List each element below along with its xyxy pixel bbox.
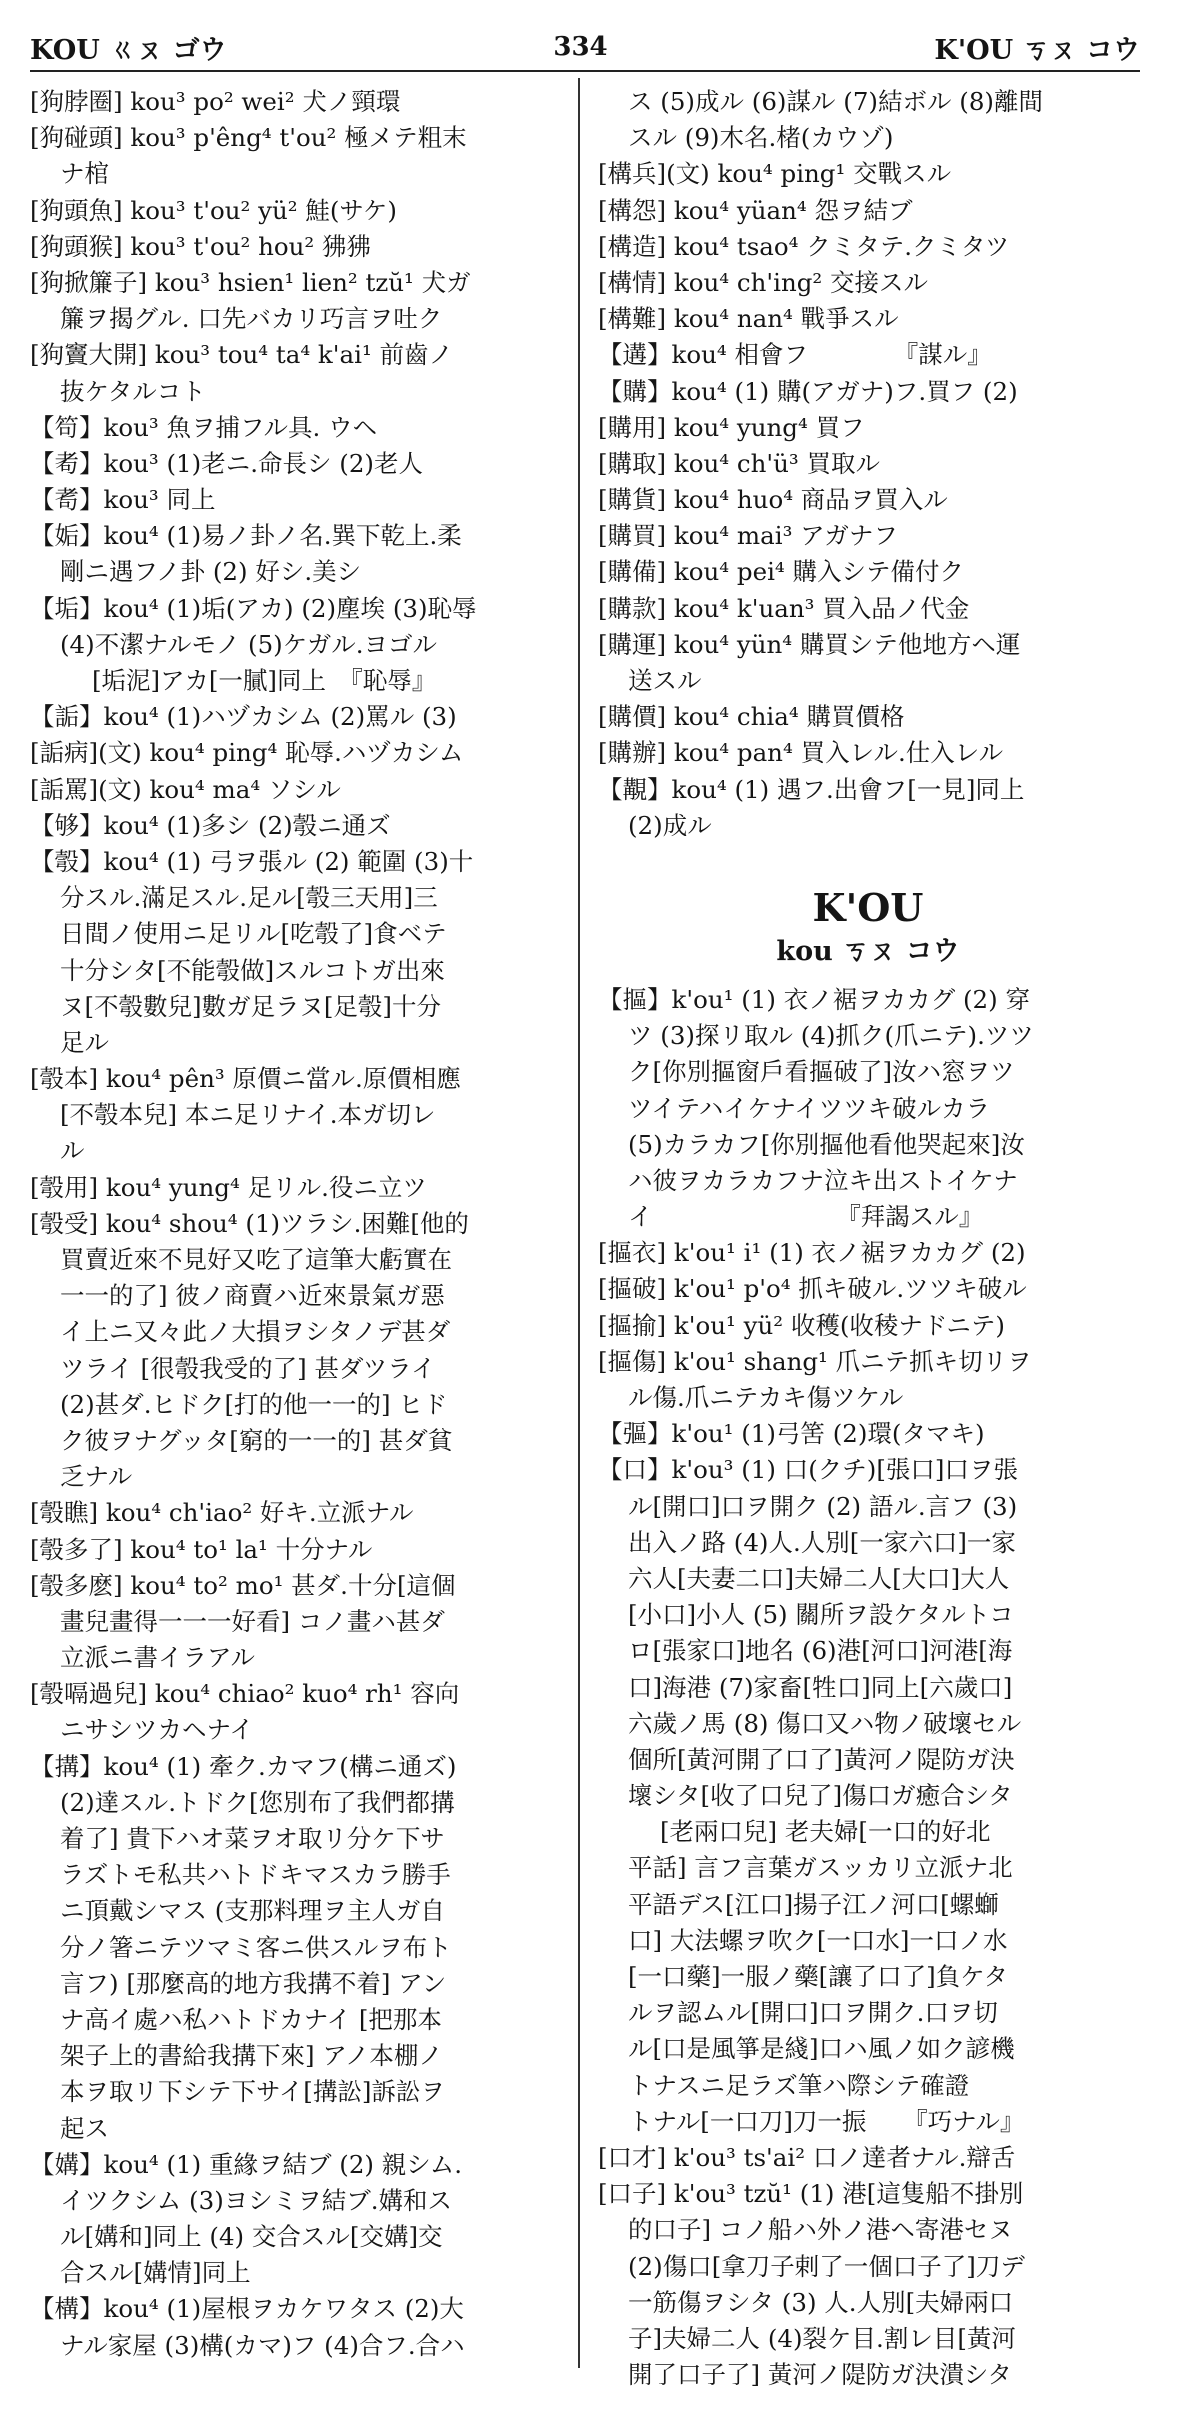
entry-line: [彀多了] kou⁴ to¹ la¹ 十分ナル <box>30 1534 373 1564</box>
entry-line: 【遘】kou⁴ 相會フ 『謀ル』 <box>598 340 992 370</box>
entry-line: ツライ [很彀我受的了] 甚ダツライ <box>60 1353 436 1383</box>
entry-line: [彀本] kou⁴ pên³ 原價ニ當ル.原價相應 <box>30 1064 461 1094</box>
entry-line: 立派ニ書イラアル <box>60 1643 256 1673</box>
entry-line: 壞シタ[收了口兒了]傷口ガ癒合シタ <box>628 1781 1013 1811</box>
entry-line: (2)甚ダ.ヒドク[打的他一一的] ヒド <box>60 1389 448 1419</box>
entry-line: ナ棺 <box>60 159 109 189</box>
right-column-entries <box>598 84 1138 844</box>
entry-line: スル (9)木名.楮(カウゾ) <box>628 123 894 153</box>
entry-line: 【垢】kou⁴ (1)垢(アカ) (2)塵埃 (3)恥辱 <box>30 593 477 623</box>
entry-line: ル[口是風箏是綫]口ハ風ノ如ク諺機 <box>628 2034 1015 2064</box>
entry-line: 子]夫婦二人 (4)裂ケ目.割レ目[黃河 <box>628 2323 1016 2353</box>
right-column <box>598 84 1138 2393</box>
entry-line: [狗碰頭] kou³ p'êng⁴ t'ou² 極メテ粗末 <box>30 123 467 153</box>
entry-line: [不彀本兒] 本ニ足リナイ.本ガ切レ <box>60 1100 436 1130</box>
entry-line: [購買] kou⁴ mai³ アガナフ <box>598 521 898 551</box>
entry-line: 日間ノ使用ニ足リル[吃彀了]食ベテ <box>60 919 447 949</box>
entry-line: (2)達スル.トドク[您別布了我們都搆 <box>60 1787 455 1817</box>
entry-line: 簾ヲ揭グル. 口先バカリ巧言ヲ吐ク <box>60 304 443 334</box>
entry-line: ル傷.爪ニテカキ傷ツケル <box>628 1383 904 1412</box>
entry-line: [摳傷] k'ou¹ shang¹ 爪ニテ抓キ切リヲ <box>598 1346 1032 1376</box>
entry-line: 【媾】kou⁴ (1) 重緣ヲ結ブ (2) 親シム. <box>30 2149 463 2179</box>
entry-line: [老兩口兒] 老夫婦[一口的好北 <box>660 1817 991 1847</box>
section-title: K'OU <box>812 884 924 930</box>
entry-line: [詬罵](文) kou⁴ ma⁴ ソシル <box>30 774 341 804</box>
entry-line: トナスニ足ラズ筆ハ際シテ確證 <box>628 2070 970 2100</box>
entry-line: [垢泥]アカ[一膩]同上 『恥辱』 <box>92 666 437 695</box>
entry-line: 買賣近來不見好又吃了這筆大虧實在 <box>60 1245 452 1274</box>
entry-line: [摳破] k'ou¹ p'o⁴ 抓キ破ル.ツツキ破ル <box>598 1274 1027 1304</box>
entry-line: ラズトモ私共ハトドキマスカラ勝手 <box>60 1860 451 1890</box>
entry-line: [狗竇大開] kou³ tou⁴ ta⁴ k'ai¹ 前齒ノ <box>30 340 454 370</box>
entry-line: [一口藥]一服ノ藥[讓了口了]負ケタ <box>628 1962 1009 1991</box>
entry-line: ツ (3)探リ取ル (4)抓ク(爪ニテ).ツツ <box>628 1021 1034 1051</box>
section-subtitle: kou ㄎㄡ コウ <box>776 935 960 967</box>
entry-line: 口] 大法螺ヲ吹ク[一口水]一口ノ水 <box>628 1925 1008 1955</box>
entry-line: ロ[張家口]地名 (6)港[河口]河港[海 <box>628 1636 1013 1666</box>
entry-line: (5)カラカフ[你別摳他看他哭起來]汝 <box>628 1129 1025 1159</box>
entry-line: 送スル <box>628 666 702 695</box>
entry-line: ニ頂戴シマス (支那料理ヲ主人ガ自 <box>60 1896 445 1926</box>
entry-line: 足ル <box>60 1027 109 1057</box>
entry-line: ツイテハイケナイツツキ破ルカラ <box>628 1093 991 1123</box>
entry-line: 分スル.滿足スル.足ル[彀三天用]三 <box>60 883 438 913</box>
entry-line: [構兵](文) kou⁴ ping¹ 交戰スル <box>598 159 952 189</box>
entry-line: 【搆】kou⁴ (1) 牽ク.カマフ(構ニ通ズ) <box>30 1751 457 1781</box>
entry-line: 六人[夫妻二口]夫婦二人[大口]大人 <box>628 1563 1010 1593</box>
entry-line: 抜ケタルコト <box>60 376 206 406</box>
entry-line: [詬病](文) kou⁴ ping⁴ 恥辱.ハヅカシム <box>30 738 464 768</box>
column-divider <box>578 78 580 2368</box>
entry-line: 【彄】k'ou¹ (1)弓筈 (2)環(タマキ) <box>598 1419 985 1449</box>
entry-line: 起ス <box>60 2113 109 2143</box>
left-column <box>30 84 570 2364</box>
entry-line: ナ高イ處ハ私ハトドカナイ [把那本 <box>60 2004 442 2034</box>
entry-line: [購運] kou⁴ yün⁴ 購買シテ他地方ヘ運 <box>598 629 1021 659</box>
entry-line: 【摳】k'ou¹ (1) 衣ノ裾ヲカカグ (2) 穿 <box>598 984 1030 1014</box>
entry-line: ス (5)成ル (6)謀ル (7)結ボル (8)離間 <box>628 87 1043 116</box>
entry-line: 架子上的書給我搆下來] アノ本棚ノ <box>60 2041 443 2071</box>
entry-line: 本ヲ取リ下シテ下サイ[搆訟]訴訟ヲ <box>60 2077 445 2107</box>
entry-line: 言フ) [那麼高的地方我搆不着] アン <box>60 1968 447 1998</box>
entry-line: [購取] kou⁴ ch'ü³ 買取ル <box>598 448 881 478</box>
entry-line: [狗掀簾子] kou³ hsien¹ lien² tzŭ¹ 犬ガ <box>30 267 471 297</box>
entry-line: ルヲ認ムル[開口]口ヲ開ク.口ヲ切 <box>628 1998 998 2028</box>
entry-line: 一一的了] 彼ノ商賣ハ近來景氣ガ惡 <box>60 1281 445 1311</box>
header-left: KOU ㄍㄡ ゴウ <box>30 34 227 66</box>
entry-line: 平話] 言フ言葉ガスッカリ立派ナ北 <box>628 1853 1013 1883</box>
entry-line: [口子] k'ou³ tzŭ¹ (1) 港[這隻船不掛別 <box>598 2179 1024 2209</box>
entry-line: (2)傷口[拿刀子剌了一個口子了]刀デ <box>628 2251 1025 2281</box>
entry-line: 【詬】kou⁴ (1)ハヅカシム (2)罵ル (3) <box>30 702 457 732</box>
entry-line: [口才] k'ou³ ts'ai² 口ノ達者ナル.辯舌 <box>598 2142 1016 2172</box>
entry-line: ニサシツカヘナイ <box>60 1715 254 1745</box>
page-header <box>30 24 1140 72</box>
entry-line: [購價] kou⁴ chia⁴ 購買價格 <box>598 702 905 732</box>
entry-line: [彀受] kou⁴ shou⁴ (1)ツラシ.困難[他的 <box>30 1208 469 1238</box>
entry-line: 【姤】kou⁴ (1)易ノ卦ノ名.巽下乾上.柔 <box>30 521 462 551</box>
entry-line: 【笱】kou³ 魚ヲ捕フル具. ウヘ <box>30 412 378 442</box>
entry-line: 個所[黃河開了口了]黃河ノ隄防ガ決 <box>628 1744 1015 1774</box>
entry-line: [構怨] kou⁴ yüan⁴ 怨ヲ結ブ <box>598 195 913 225</box>
entry-line: [彀用] kou⁴ yung⁴ 足リル.役ニ立ツ <box>30 1172 427 1202</box>
entry-line: 【够】kou⁴ (1)多シ (2)彀ニ通ズ <box>30 810 391 840</box>
entry-line: [購貨] kou⁴ huo⁴ 商品ヲ買入ル <box>598 485 948 515</box>
right-column-section-entries <box>598 982 1138 2393</box>
entry-line: [彀嗝過兒] kou⁴ chiao² kuo⁴ rh¹ 容向 <box>30 1679 460 1709</box>
entry-line: 六歲ノ馬 (8) 傷口又ハ物ノ破壞セル <box>628 1708 1022 1738</box>
page-number: 334 <box>553 32 608 62</box>
entry-line: [狗頭猴] kou³ t'ou² hou² 狒狒 <box>30 231 372 261</box>
entry-line: [摳衣] k'ou¹ i¹ (1) 衣ノ裾ヲカカグ (2) <box>598 1238 1026 1268</box>
entry-line: [購款] kou⁴ k'uan³ 買入品ノ代金 <box>598 593 970 623</box>
entry-line: 【口】k'ou³ (1) 口(クチ)[張口]口ヲ張 <box>598 1455 1018 1485</box>
entry-line: [購備] kou⁴ pei⁴ 購入シテ備付ク <box>598 557 965 587</box>
entry-line: 【覯】kou⁴ (1) 遇フ.出會フ[一見]同上 <box>598 774 1025 804</box>
entry-line: 剛ニ遇フノ卦 (2) 好シ.美シ <box>60 557 362 587</box>
entry-line: ハ彼ヲカラカフナ泣キ出ストイケナ <box>628 1165 1018 1195</box>
entry-line: イツクシム (3)ヨシミヲ結ブ.媾和ス <box>60 2185 453 2215</box>
entry-line: [狗脖圈] kou³ po² wei² 犬ノ頸環 <box>30 87 401 116</box>
entry-line: 出入ノ路 (4)人.人別[一家六口]一家 <box>628 1527 1016 1557</box>
entry-line: (4)不潔ナルモノ (5)ケガル.ヨゴル <box>60 629 438 659</box>
entry-line: 【耇】kou³ (1)老ニ.命長シ (2)老人 <box>30 448 423 478</box>
entry-line: イ上ニ又々此ノ大損ヲシタノデ甚ダ <box>60 1317 451 1347</box>
entry-line: 分ノ箸ニテツマミ客ニ供スルヲ布ト <box>60 1932 452 1962</box>
entry-line: ク彼ヲナグッタ[窮的一一的] 甚ダ貧 <box>60 1425 453 1455</box>
entry-line: ナル家屋 (3)構(カマ)フ (4)合フ.合ハ <box>60 2330 465 2360</box>
entry-line: [彀瞧] kou⁴ ch'iao² 好キ.立派ナル <box>30 1498 414 1528</box>
entry-line: トナル[一口刀]刀一振 『巧ナル』 <box>628 2106 1025 2136</box>
entry-line: 平語デス[江口]揚子江ノ河口[螺螄 <box>628 1889 999 1919</box>
entry-line: 開了口子了] 黃河ノ隄防ガ決潰シタ <box>628 2360 1012 2390</box>
entry-line: ル[開口]口ヲ開ク (2) 語ル.言フ (3) <box>628 1491 1018 1521</box>
entry-line: イ 『拜謁スル』 <box>628 1202 984 1232</box>
entry-line: 一筋傷ヲシタ (3) 人.人別[夫婦兩口 <box>628 2287 1014 2317</box>
entry-line: 着了] 貴下ハオ菜ヲオ取リ分ケ下サ <box>60 1824 445 1853</box>
entry-line: 口]海港 (7)家畜[牲口]同上[六歲口] <box>628 1672 1013 1702</box>
entry-line: [購辦] kou⁴ pan⁴ 買入レル.仕入レル <box>598 738 1004 768</box>
entry-line: (2)成ル <box>628 810 712 840</box>
entry-line: 乏ナル <box>60 1462 133 1492</box>
entry-line: [構造] kou⁴ tsao⁴ クミタテ.クミタツ <box>598 231 1010 261</box>
entry-line: 【耉】kou³ 同上 <box>30 485 216 515</box>
entry-line: ル <box>60 1136 85 1166</box>
entry-line: [小口]小人 (5) 關所ヲ設ケタルトコ <box>628 1600 1014 1630</box>
entry-line: [摳揄] k'ou¹ yü² 收穫(收稜ナドニテ) <box>598 1310 1005 1340</box>
entry-line: ク[你別摳窗戶看摳破了]汝ハ窓ヲツ <box>628 1057 1015 1087</box>
header-right: K'OU ㄎㄡ コウ <box>934 34 1140 66</box>
entry-line: [構情] kou⁴ ch'ing² 交接スル <box>598 267 929 297</box>
entry-line: [狗頭魚] kou³ t'ou² yü² 鮭(サケ) <box>30 195 397 225</box>
entry-line: [購用] kou⁴ yung⁴ 買フ <box>598 412 865 442</box>
entry-line: 【彀】kou⁴ (1) 弓ヲ張ル (2) 範圍 (3)十 <box>30 846 474 876</box>
entry-line: 合スル[媾情]同上 <box>60 2258 251 2288</box>
entry-line: 的口子] コノ船ハ外ノ港ヘ寄港セヌ <box>628 2215 1013 2245</box>
entry-line: ヌ[不彀數兒]數ガ足ラヌ[足彀]十分 <box>60 991 441 1021</box>
entry-line: 十分シタ[不能彀做]スルコトガ出來 <box>60 955 445 985</box>
entry-line: [彀多麽] kou⁴ to² mo¹ 甚ダ.十分[這個 <box>30 1570 456 1600</box>
entry-line: [構難] kou⁴ nan⁴ 戰爭スル <box>598 304 899 334</box>
entry-line: 【購】kou⁴ (1) 購(アガナ)フ.買フ (2) <box>598 376 1018 406</box>
entry-line: ル[媾和]同上 (4) 交合スル[交媾]交 <box>60 2222 443 2252</box>
entry-line: 畫兒畫得一一一好看] コノ畫ハ甚ダ <box>60 1606 445 1636</box>
entry-line: 【構】kou⁴ (1)屋根ヲカケワタス (2)大 <box>30 2294 464 2324</box>
